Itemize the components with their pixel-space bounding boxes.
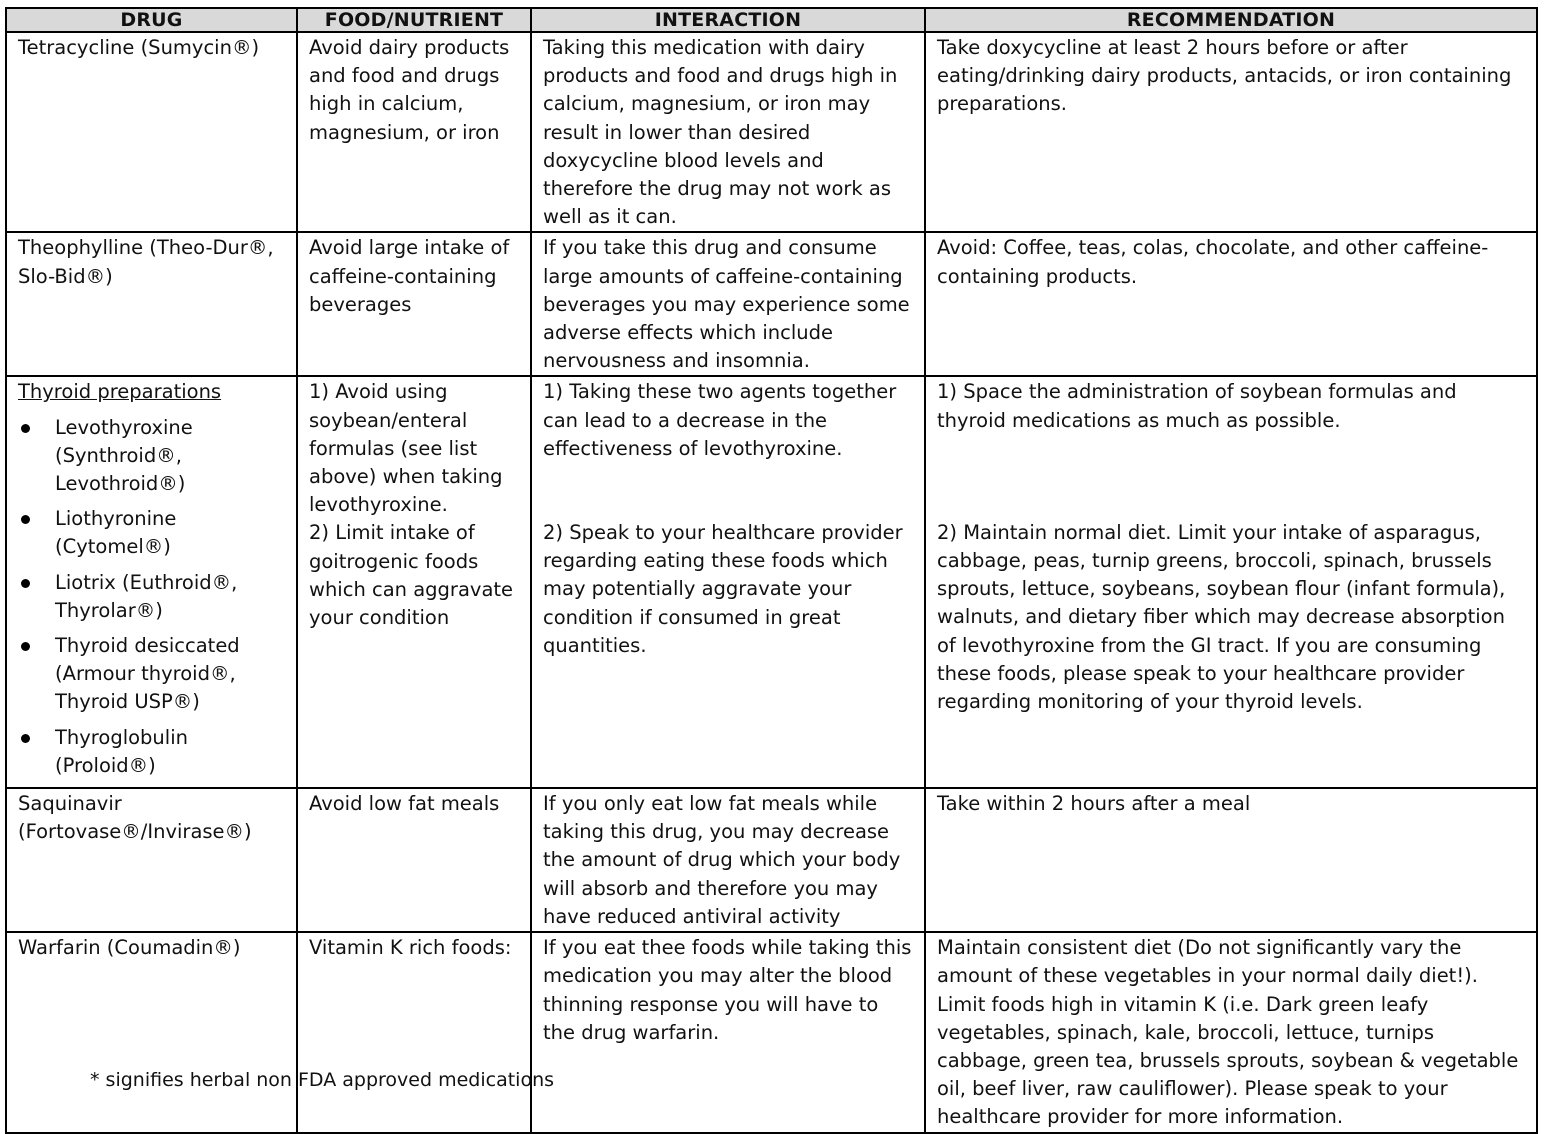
food-item-2: 2) Limit intake of goitrogenic foods which can aggravate your condition <box>309 521 514 630</box>
drug-cell: Tetracycline (Sumycin®) <box>6 32 297 232</box>
header-row <box>6 8 1537 32</box>
food-cell: Avoid low fat meals <box>297 788 531 932</box>
recommendation-cell: Take doxycycline at least 2 hours before or after eating/drinking dairy products, antacids, or iron containing preparations. <box>925 32 1537 232</box>
recommendation-item-1: 1) Space the administration of soybean formulas and thyroid medications as much as possible. <box>937 380 1457 432</box>
header-drug: DRUG <box>6 8 297 32</box>
footer-note: * signifies herbal non FDA approved medications <box>90 1069 555 1091</box>
food-cell: Avoid dairy products and food and drugs high in calcium, magnesium, or iron <box>297 32 531 232</box>
header-food-nutrient: FOOD/NUTRIENT <box>297 8 531 32</box>
food-item-1: 1) Avoid using soybean/enteral formulas (see list above) when taking levothyroxine. <box>309 380 503 517</box>
table-row <box>6 32 1537 232</box>
recommendation-item-2: 2) Maintain normal diet. Limit your intake of asparagus, cabbage, peas, turnip greens, broccoli, spinach, brussels sprouts, lettuce, soybeans, soybean flour (infant formula), walnuts, and dietary fiber which may decrease absorption of levothyroxine from the GI tract. If you are consuming these foods, please speak to your healthcare provider regarding monitoring of your thyroid levels. <box>937 520 1506 714</box>
thyroid-drug-list <box>18 414 286 780</box>
recommendation-cell: Take within 2 hours after a meal <box>925 788 1537 932</box>
recommendation-cell: Avoid: Coffee, teas, colas, chocolate, and other caffeine-containing products. <box>925 232 1537 376</box>
interaction-cell: Taking this medication with dairy products and food and drugs high in calcium, magnesium, or iron may result in lower than desired doxycycline blood levels and therefore the drug may not work as well as it can. <box>531 32 925 232</box>
list-item: Thyroid desiccated (Armour thyroid®, Thyroid USP®) <box>18 632 286 717</box>
drug-food-interaction-table <box>5 7 1538 1134</box>
interaction-cell: If you only eat low fat meals while taking this drug, you may decrease the amount of drug which your body will absorb and therefore you may have reduced antiviral activity <box>531 788 925 932</box>
interaction-cell: If you take this drug and consume large amounts of caffeine-containing beverages you may experience some adverse effects which include nervousness and insomnia. <box>531 232 925 376</box>
drug-cell: Theophylline (Theo-Dur®, Slo-Bid®) <box>6 232 297 376</box>
interaction-cell: If you eat thee foods while taking this medication you may alter the blood thinning response you will have to the drug warfarin. <box>531 932 925 1132</box>
list-item: Liothyronine (Cytomel®) <box>18 505 286 561</box>
drug-cell <box>6 376 297 788</box>
table-row <box>6 232 1537 376</box>
interaction-item-1: 1) Taking these two agents together can lead to a decrease in the effectiveness of levothyroxine. <box>543 380 897 460</box>
list-item: Levothyroxine (Synthroid®, Levothroid®) <box>18 414 286 499</box>
recommendation-cell <box>925 376 1537 788</box>
header-recommendation: RECOMMENDATION <box>925 8 1537 32</box>
table-row <box>6 932 1537 1132</box>
recommendation-cell: Maintain consistent diet (Do not significantly vary the amount of these vegetables in your normal daily diet!). Limit foods high in vitamin K (i.e. Dark green leafy vegetables, spinach, kale, broccoli, lettuce, turnips cabbage, green tea, brussels sprouts, soybean & vegetable oil, beef liver, raw cauliflower). Please speak to your healthcare provider for more information. <box>925 932 1537 1132</box>
list-item: Thyroglobulin (Proloid®) <box>18 724 286 780</box>
interaction-cell <box>531 376 925 788</box>
food-cell <box>297 376 531 788</box>
food-cell: Avoid large intake of caffeine-containing beverages <box>297 232 531 376</box>
drug-cell: Warfarin (Coumadin®) <box>6 932 297 1132</box>
table-row <box>6 376 1537 788</box>
table-row <box>6 788 1537 932</box>
list-item: Liotrix (Euthroid®, Thyrolar®) <box>18 569 286 625</box>
drug-cell: Saquinavir (Fortovase®/Invirase®) <box>6 788 297 932</box>
thyroid-preparations-heading: Thyroid preparations <box>18 380 222 404</box>
interaction-item-2: 2) Speak to your healthcare provider regarding eating these foods which may potentially aggravate your condition if consumed in great quantities. <box>543 521 903 657</box>
header-interaction: INTERACTION <box>531 8 925 32</box>
food-cell: Vitamin K rich foods: <box>297 932 531 1132</box>
